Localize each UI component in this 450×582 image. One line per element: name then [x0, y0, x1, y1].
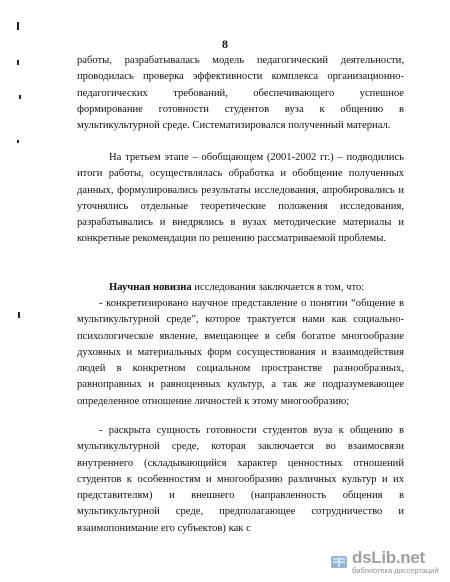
- paragraph-novelty-item-2: - раскрыта сущность готовности студентов вуза к общению в мультикультурной среде, которая заключается во взаимосвязи внутреннего (складывающийся характер ценностных отношений студентов к особенностям и многообразию различных культур и их представителям) и внешнего (направленность общения в мультикультурной среде, предполагающее сотрудничество и взаимопонимание его субъектов) как с: [77, 425, 404, 534]
- paragraph-novelty-item-1: - конкретизировано научное представление о понятии “общение в мультикультурной среде”, которое трактуется нами как социально-психологическое явление, вмещающее в себя богатое многообразие духовных и материальных форм сосуществования и взаимодействия людей в конкретном социальном пространстве разнообразных, равноправных и равноценных культур, а так же подразумевающее определенное отношение личностей к этому многообразию;: [77, 298, 404, 407]
- page-number: 8: [222, 37, 228, 51]
- scan-margin-mark: [18, 312, 20, 318]
- scan-margin-mark: [19, 95, 21, 99]
- novelty-heading: Научная новизна: [109, 282, 192, 293]
- watermark-logo-text: dsLib.net: [352, 548, 425, 568]
- scan-margin-mark: [17, 140, 19, 143]
- watermark-subtitle: библиотека диссертаций: [352, 566, 439, 576]
- paragraph-novelty-intro: [77, 280, 404, 296]
- book-icon: [330, 553, 348, 571]
- dslib-watermark[interactable]: [330, 548, 442, 576]
- paragraph-1: работы, разрабатывалась модель педагогический деятельности, проводилась проверка эффективности комплекса организационно-педагогических требований, обеспечивающего успешное формирование готовности студентов вуза к общению в мультикультурной среде. Систематизировался полученный материал.: [77, 55, 404, 132]
- scan-margin-mark: [17, 60, 19, 65]
- paragraph-2: На третьем этапе – обобщающем (2001-2002 гг.) – подводились итоги работы, осуществлялась обработка и обобщение полученных данных, формулировались результаты исследования, апробировались и уточнялись отдельные теоретические положения исследования, разрабатывались и внедрялись в вузах методические материалы и конкретные рекомендации по решению рассматриваемой проблемы.: [77, 152, 404, 245]
- novelty-intro-text: исследования заключается в том, что:: [191, 282, 365, 293]
- watermark-text: [352, 549, 439, 575]
- scan-margin-mark: [17, 22, 19, 30]
